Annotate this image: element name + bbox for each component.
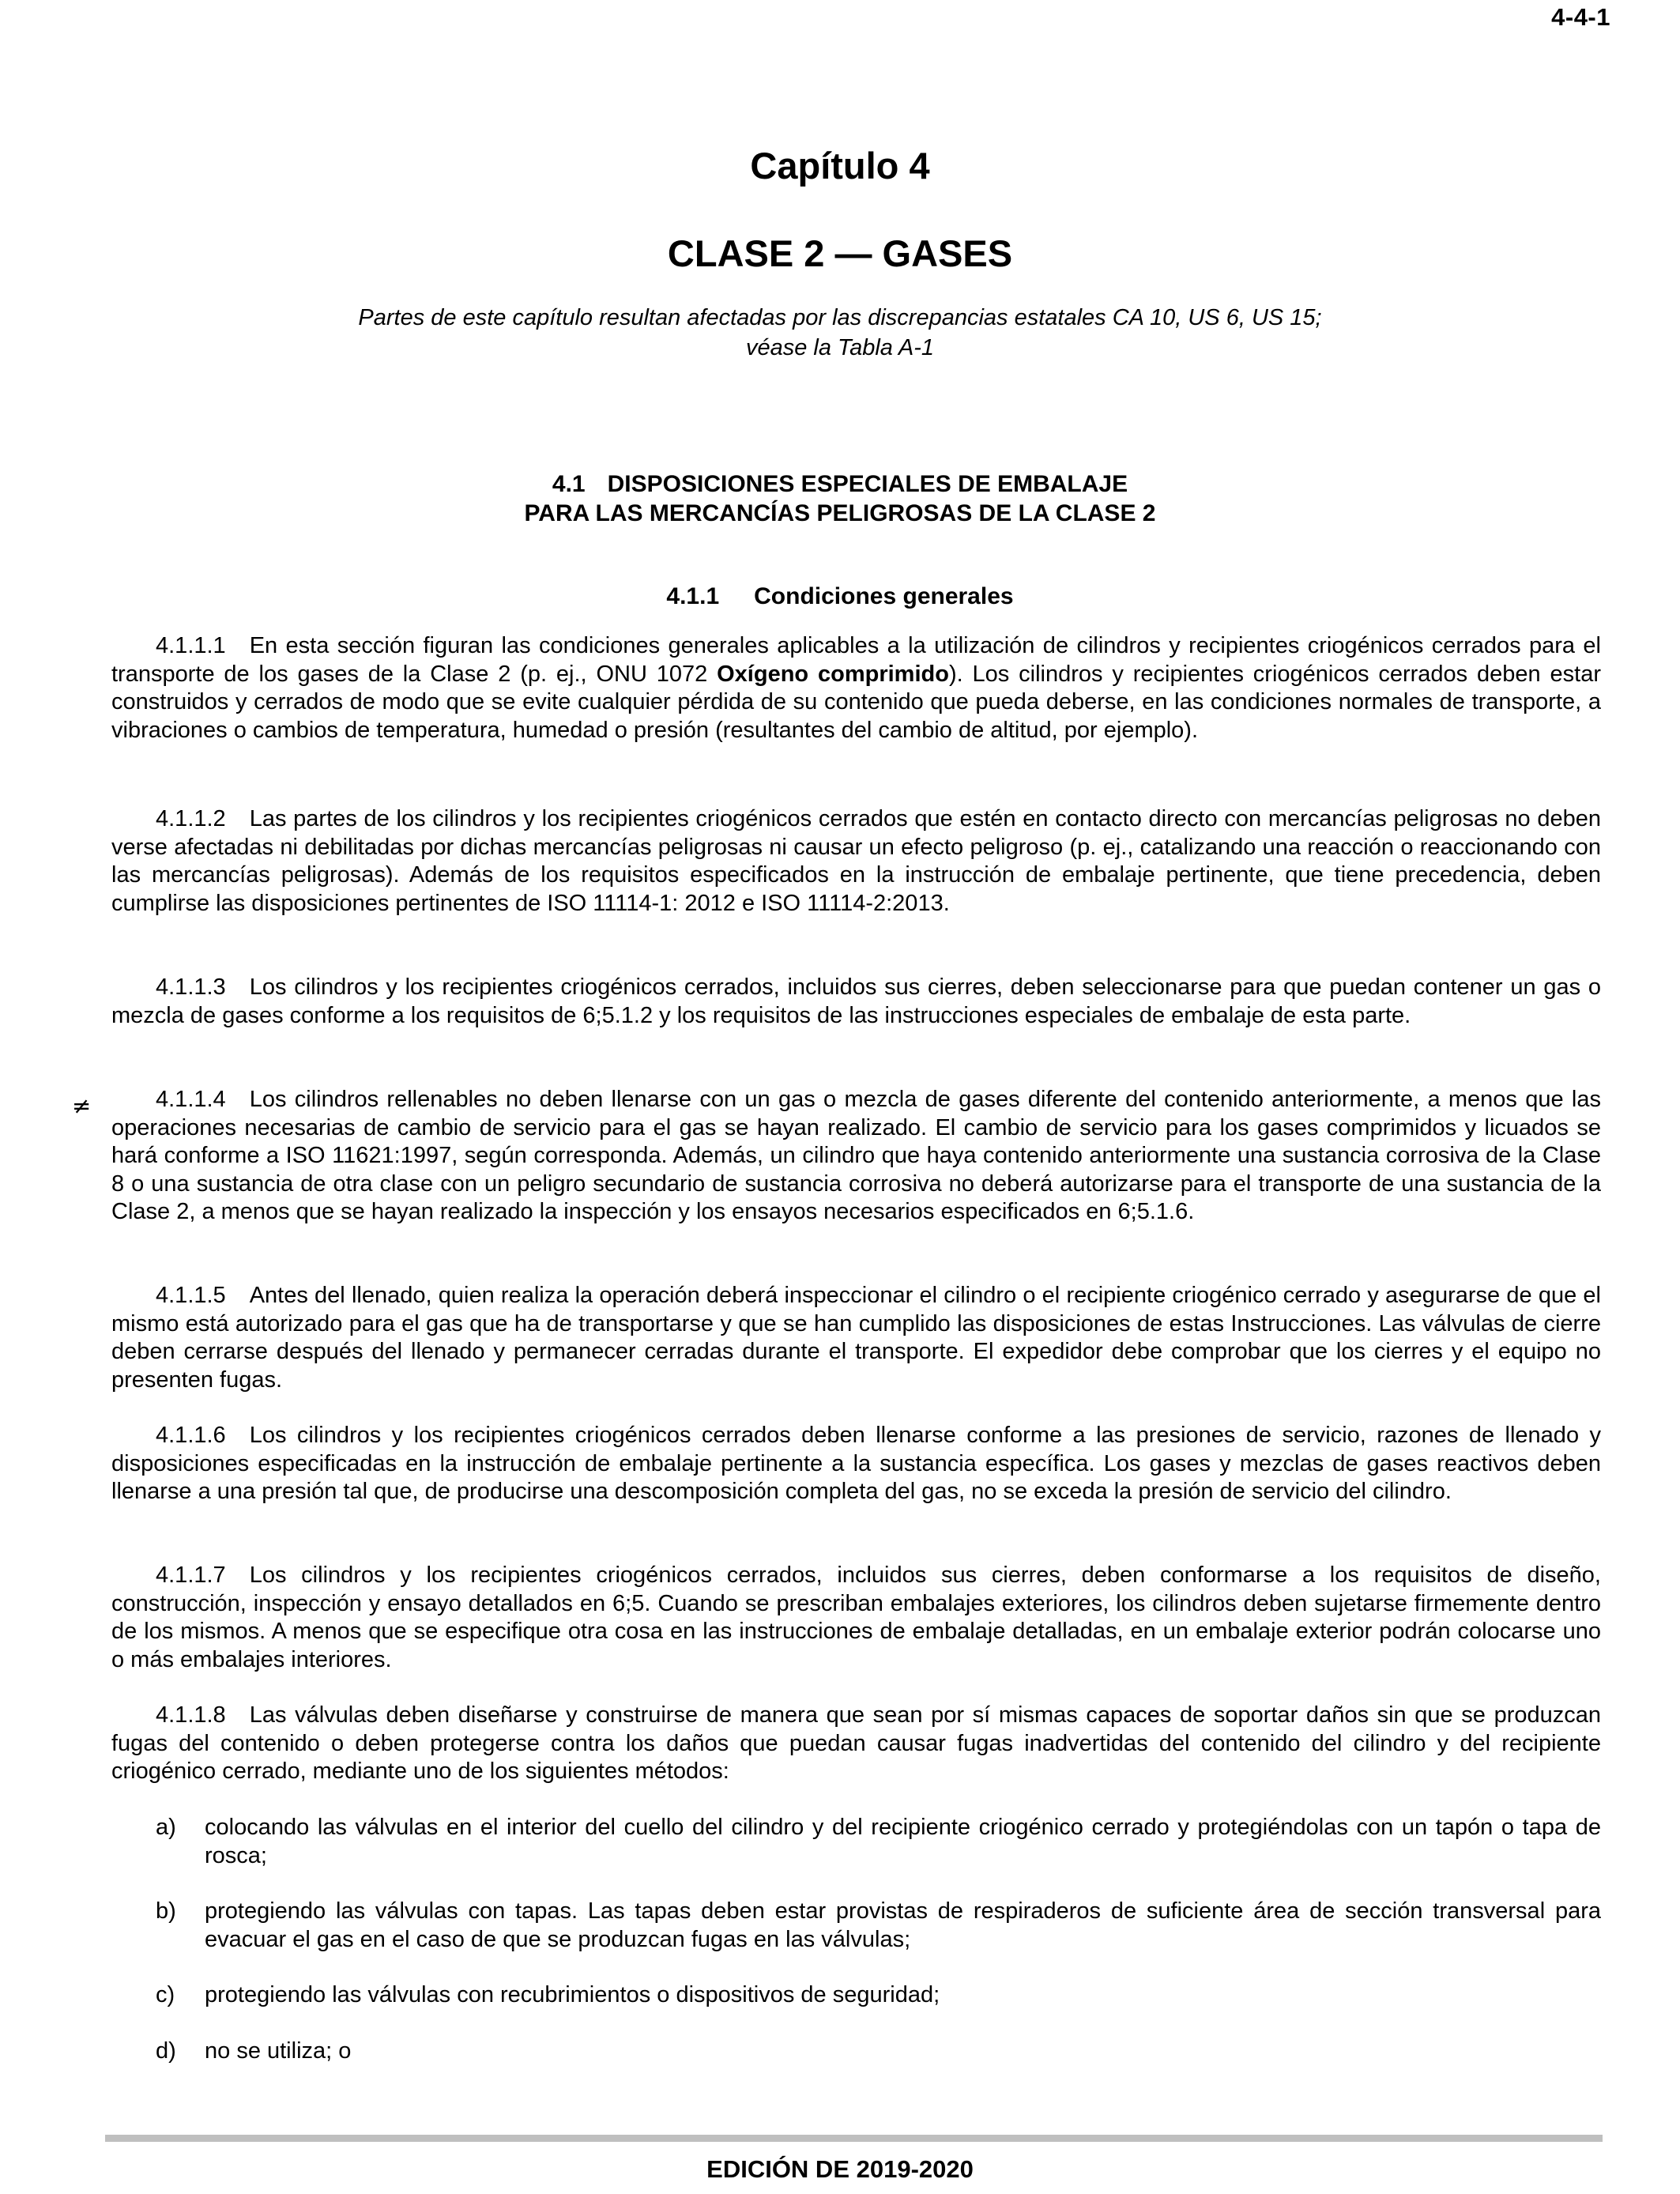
edition-footer: EDICIÓN DE 2019-2020 [706,2155,974,2183]
page-number: 4-4-1 [1551,3,1610,31]
footer-rule [105,2135,1603,2142]
subsection-number: 4.1.1 [666,583,720,609]
paragraph-number: 4.1.1.7 [156,1563,226,1588]
paragraph-number: 4.1.1.4 [156,1087,226,1112]
section-title-line-1: DISPOSICIONES ESPECIALES DE EMBALAJE [607,471,1128,497]
paragraph-4-1-1-6 [111,1422,1601,1506]
paragraph-number: 4.1.1.5 [156,1283,226,1308]
section-number: 4.1 [552,471,586,497]
subsection-heading [0,583,1680,610]
paragraph-text: Las válvulas deben diseñarse y construirse de manera que sean por sí mismas capaces de soportar daños sin que se produzcan fugas del contenido o deben protegerse contra los daños que puedan causar fugas inadvertidas del contenido del cilindro y del recipiente criogénico cerrado, mediante uno de los siguientes métodos: [111,1702,1601,1784]
change-mark: ≠ [72,1092,92,1119]
list-letter: b) [156,1898,176,1924]
section-heading [0,469,1680,528]
subsection-title: Condiciones generales [754,583,1014,609]
paragraph-number: 4.1.1.8 [156,1702,226,1728]
paragraph-4-1-1-1 [111,632,1601,745]
paragraph-text: Los cilindros rellenables no deben llenarse con un gas o mezcla de gases diferente del contenido anteriormente, a menos que las operaciones necesarias de cambio de servicio para el gas se hayan realizado. El cambio de servicio para los gases comprimidos y licuados se hará conforme a ISO 11621:1997, según corresponda. Además, un cilindro que haya contenido anteriormente una sustancia corrosiva de la Clase 8 o una sustancia de otra clase con un peligro secundario de sustancia corrosiva no deberá autorizarse para el transporte de una sustancia de la Clase 2, a menos que se hayan realizado la inspección y los ensayos necesarios especificados en 6;5.1.6. [111,1087,1601,1224]
paragraph-text: Los cilindros y los recipientes criogénicos cerrados, incluidos sus cierres, deben seleccionarse para que puedan contener un gas o mezcla de gases conforme a los requisitos de 6;5.1.2 y los requisitos de las instrucciones especiales de embalaje de esta parte. [111,974,1601,1028]
paragraph-text: Las partes de los cilindros y los recipientes criogénicos cerrados que estén en contacto directo con mercancías peligrosas no deben verse afectadas ni debilitadas por dichas mercancías peligrosas ni causar un efecto peligroso (p. ej., catalizando una reacción o reaccionando con las mercancías peligrosas). Además de los requisitos especificados en la instrucción de embalaje pertinente, que tiene precedencia, deben cumplirse las disposiciones pertinentes de ISO 11114-1: 2012 e ISO 11114-2:2013. [111,806,1601,916]
list-item-c [111,1981,1601,2010]
paragraph-text: Los cilindros y los recipientes criogénicos cerrados deben llenarse conforme a las presiones de servicio, razones de llenado y disposiciones especificadas en la instrucción de embalaje pertinente a la sustancia específica. Los gases y mezclas de gases reactivos deben llenarse a una presión tal que, de producirse una descomposición completa del gas, no se exceda la presión de servicio del cilindro. [111,1423,1601,1504]
paragraph-4-1-1-8 [111,1702,1601,1786]
list-text: colocando las válvulas en el interior del cuello del cilindro y del recipiente criogénico cerrado y protegiéndolas con un tapón o tapa de rosca; [205,1815,1601,1868]
list-text: protegiendo las válvulas con tapas. Las tapas deben estar provistas de respiraderos de suficiente área de sección transversal para evacuar el gas en el caso de que se produzcan fugas en las válvulas; [205,1898,1601,1952]
discrepancy-line-1: Partes de este capítulo resultan afectadas por las discrepancias estatales CA 10, US 6, US 15; [358,305,1322,330]
discrepancy-note [0,303,1680,363]
list-item-a [111,1814,1601,1870]
paragraph-4-1-1-2 [111,805,1601,918]
paragraph-number: 4.1.1.6 [156,1423,226,1448]
paragraph-text: Antes del llenado, quien realiza la operación deberá inspeccionar el cilindro o el recipiente criogénico cerrado y asegurarse de que el mismo está autorizado para el gas que ha de transportarse y que se han cumplido las disposiciones de estas Instrucciones. Las válvulas de cierre deben cerrarse después del llenado y permanecer cerradas durante el transporte. El expedidor debe comprobar que los cierres y el equipo no presenten fugas. [111,1283,1601,1393]
class-title: CLASE 2 — GASES [667,232,1013,274]
paragraph-number: 4.1.1.1 [156,633,226,658]
paragraph-4-1-1-4 [111,1086,1601,1227]
paragraph-4-1-1-7 [111,1562,1601,1674]
paragraph-text: En esta sección figuran las condiciones generales aplicables a la utilización de cilindros y recipientes criogénicos cerrados para el transporte de los gases de la Clase 2 (p. ej., ONU 1072 [111,633,1601,687]
list-text: no se utiliza; o [205,2038,352,2064]
chapter-title: Capítulo 4 [750,145,930,187]
discrepancy-line-2: véase la Tabla A-1 [745,335,935,360]
list-letter: d) [156,2038,176,2064]
list-letter: a) [156,1815,176,1840]
paragraph-number: 4.1.1.3 [156,974,226,1000]
list-letter: c) [156,1982,175,2007]
list-item-b [111,1898,1601,1954]
substance-name: Oxígeno comprimido [717,661,949,687]
paragraph-4-1-1-5 [111,1282,1601,1394]
paragraph-text: Los cilindros y los recipientes criogénicos cerrados, incluidos sus cierres, deben conformarse a los requisitos de diseño, construcción, inspección y ensayo detallados en 6;5. Cuando se prescriban embalajes exteriores, los cilindros deben sujetarse firmemente dentro de los mismos. A menos que se especifique otra cosa en las instrucciones de embalaje detalladas, en un embalaje exterior podrán colocarse uno o más embalajes interiores. [111,1563,1601,1672]
paragraph-number: 4.1.1.2 [156,806,226,831]
paragraph-4-1-1-3 [111,974,1601,1030]
list-text: protegiendo las válvulas con recubrimientos o dispositivos de seguridad; [205,1982,940,2007]
paragraph-text-continued: ). Los cilindros y recipientes criogénicos cerrados deben estar construidos y cerrados de modo que se evite cualquier pérdida de su contenido que pueda deberse, en las condiciones normales de transporte, a vibraciones o cambios de temperatura, humedad o presión (resultantes del cambio de altitud, por ejemplo). [111,661,1601,743]
list-item-d [111,2038,1601,2066]
section-title-line-2: PARA LAS MERCANCÍAS PELIGROSAS DE LA CLASE 2 [524,500,1156,526]
